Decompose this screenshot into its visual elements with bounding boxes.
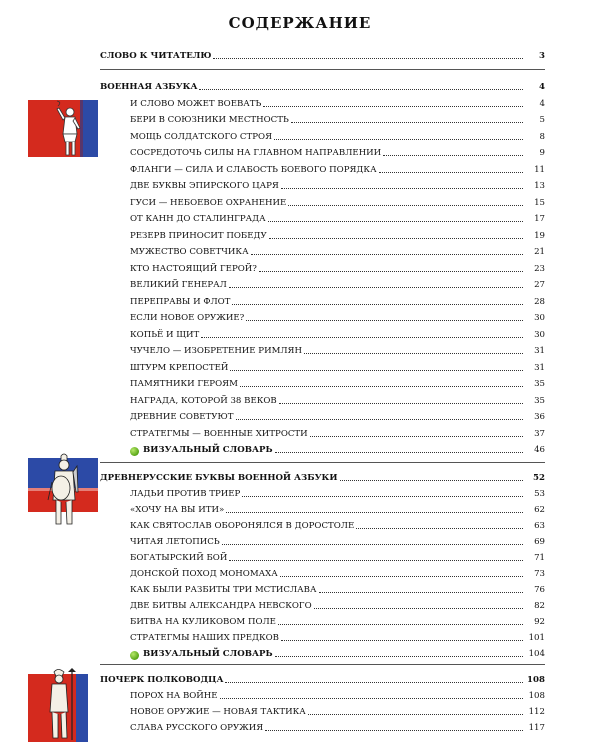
toc-entry-label: МУЖЕСТВО СОВЕТЧИКА bbox=[130, 247, 249, 257]
toc-leader-dots bbox=[265, 730, 523, 731]
toc-entry[interactable] bbox=[130, 308, 545, 324]
toc-entry-page: 31 bbox=[534, 346, 545, 356]
toc-leader-dots bbox=[340, 480, 524, 481]
toc-entry-page: 4 bbox=[539, 82, 545, 92]
toc-leader-dots bbox=[356, 528, 523, 529]
toc-leader-dots bbox=[201, 337, 523, 338]
toc-entry-page: 5 bbox=[539, 115, 545, 125]
toc-leader-dots bbox=[275, 452, 523, 453]
toc-entry-label: БИТВА НА КУЛИКОВОМ ПОЛЕ bbox=[130, 617, 276, 627]
toc-entry-visual-dictionary[interactable] bbox=[130, 440, 545, 456]
toc-entry-page: 92 bbox=[534, 617, 545, 627]
section-illustration-musketeer bbox=[28, 668, 88, 742]
toc-entry-visual-dictionary[interactable] bbox=[130, 644, 545, 660]
toc-entry-label: КТО НАСТОЯЩИЙ ГЕРОЙ? bbox=[130, 264, 257, 274]
toc-leader-dots bbox=[274, 139, 523, 140]
section-divider bbox=[100, 69, 545, 70]
toc-entry[interactable] bbox=[130, 391, 545, 407]
toc-entry-label: ДОНСКОЙ ПОХОД МОНОМАХА bbox=[130, 569, 278, 579]
toc-entry-page: 27 bbox=[534, 280, 545, 290]
toc-entry[interactable] bbox=[130, 500, 545, 516]
toc-entry-page: 46 bbox=[534, 445, 545, 455]
toc-entry-page: 112 bbox=[528, 707, 545, 717]
toc-entry[interactable] bbox=[130, 242, 545, 258]
toc-entry-page: 28 bbox=[534, 297, 545, 307]
toc-leader-dots bbox=[304, 353, 523, 354]
toc-entry-page: 108 bbox=[527, 675, 545, 685]
toc-entry[interactable] bbox=[130, 209, 545, 225]
toc-entry-label: СТРАТЕГМЫ — ВОЕННЫЕ ХИТРОСТИ bbox=[130, 429, 308, 439]
toc-leader-dots bbox=[251, 254, 523, 255]
toc-entry-label: ШТУРМ КРЕПОСТЕЙ bbox=[130, 363, 229, 373]
toc-leader-dots bbox=[383, 155, 523, 156]
toc-leader-dots bbox=[263, 106, 523, 107]
toc-entry-page: 76 bbox=[534, 585, 545, 595]
toc-entry-label: БЕРИ В СОЮЗНИКИ МЕСТНОСТЬ bbox=[130, 115, 289, 125]
toc-leader-dots bbox=[275, 656, 523, 657]
toc-entry[interactable] bbox=[130, 275, 545, 291]
toc-entry-label: ДВЕ БИТВЫ АЛЕКСАНДРА НЕВСКОГО bbox=[130, 601, 312, 611]
toc-entry[interactable] bbox=[130, 127, 545, 143]
toc-entry[interactable] bbox=[130, 548, 545, 564]
toc-entry[interactable] bbox=[130, 484, 545, 500]
toc-entry-page: 21 bbox=[534, 247, 545, 257]
toc-entry[interactable] bbox=[130, 702, 545, 718]
toc-section-heading[interactable] bbox=[100, 670, 545, 686]
toc-entry[interactable] bbox=[130, 686, 545, 702]
toc-leader-dots bbox=[222, 544, 523, 545]
toc-entry-page: 31 bbox=[534, 363, 545, 373]
section-illustration-russian-warrior bbox=[28, 452, 98, 532]
toc-leader-dots bbox=[220, 698, 523, 699]
toc-entry-page: 35 bbox=[534, 396, 545, 406]
toc-entry-page: 104 bbox=[528, 649, 545, 659]
toc-entry-page: 4 bbox=[539, 99, 545, 109]
toc-entry-label: ПАМЯТНИКИ ГЕРОЯМ bbox=[130, 379, 238, 389]
toc-leader-dots bbox=[288, 205, 523, 206]
toc-entry-label: НОВОЕ ОРУЖИЕ — НОВАЯ ТАКТИКА bbox=[130, 707, 306, 717]
toc-entry-label: ВЕЛИКИЙ ГЕНЕРАЛ bbox=[130, 280, 227, 290]
toc-entry[interactable] bbox=[130, 580, 545, 596]
toc-leader-dots bbox=[269, 238, 523, 239]
toc-leader-dots bbox=[229, 287, 523, 288]
toc-entry-page: 71 bbox=[534, 553, 545, 563]
toc-entry-page: 9 bbox=[539, 148, 545, 158]
toc-entry[interactable] bbox=[130, 424, 545, 440]
toc-entry-label: КОПЬЁ И ЩИТ bbox=[130, 330, 200, 340]
toc-entry-label: ПЕРЕПРАВЫ И ФЛОТ bbox=[130, 297, 231, 307]
toc-leader-dots bbox=[242, 496, 523, 497]
toc-leader-dots bbox=[308, 714, 523, 715]
toc-entry-label: ДРЕВНЕРУССКИЕ БУКВЫ ВОЕННОЙ АЗБУКИ bbox=[100, 473, 338, 483]
toc-entry-page: 11 bbox=[534, 165, 545, 175]
toc-entry-label: РЕЗЕРВ ПРИНОСИТ ПОБЕДУ bbox=[130, 231, 267, 241]
toc-entry-label: ЧИТАЯ ЛЕТОПИСЬ bbox=[130, 537, 220, 547]
toc-entry[interactable] bbox=[130, 358, 545, 374]
toc-entry-page: 23 bbox=[534, 264, 545, 274]
toc-entry[interactable] bbox=[130, 193, 545, 209]
toc-leader-dots bbox=[213, 58, 523, 59]
toc-leader-dots bbox=[279, 403, 523, 404]
toc-entry[interactable] bbox=[130, 259, 545, 275]
toc-entry-label: ЕСЛИ НОВОЕ ОРУЖИЕ? bbox=[130, 313, 245, 323]
toc-entry-page: 82 bbox=[534, 601, 545, 611]
toc-entry-page: 53 bbox=[534, 489, 545, 499]
toc-entry[interactable] bbox=[130, 612, 545, 628]
toc-entry-label: СТРАТЕГМЫ НАШИХ ПРЕДКОВ bbox=[130, 633, 279, 643]
toc-entry-page: 15 bbox=[534, 198, 545, 208]
toc-entry-label: КАК БЫЛИ РАЗБИТЫ ТРИ МСТИСЛАВА bbox=[130, 585, 317, 595]
toc-entry-label: ВИЗУАЛЬНЫЙ СЛОВАРЬ bbox=[143, 649, 273, 659]
section-divider bbox=[100, 664, 545, 665]
toc-leader-dots bbox=[268, 221, 523, 222]
toc-entry[interactable] bbox=[130, 564, 545, 580]
toc-leader-dots bbox=[310, 436, 523, 437]
toc-entry-label: ГУСИ — НЕБОЕВОЕ ОХРАНЕНИЕ bbox=[130, 198, 287, 208]
toc-entry[interactable] bbox=[130, 292, 545, 308]
toc-leader-dots bbox=[291, 122, 523, 123]
toc-section-heading[interactable] bbox=[100, 468, 545, 484]
toc-entry-page: 35 bbox=[534, 379, 545, 389]
toc-entry[interactable] bbox=[130, 516, 545, 532]
toc-entry-label: «ХОЧУ НА ВЫ ИТИ» bbox=[130, 505, 225, 515]
page-title: СОДЕРЖАНИЕ bbox=[228, 14, 372, 32]
toc-entry-label: ЛАДЬИ ПРОТИВ ТРИЕР bbox=[130, 489, 241, 499]
toc-entry-page: 101 bbox=[528, 633, 545, 643]
toc-leader-dots bbox=[226, 512, 523, 513]
toc-entry-label: НАГРАДА, КОТОРОЙ 38 ВЕКОВ bbox=[130, 396, 277, 406]
section-divider bbox=[100, 462, 545, 463]
green-dot-icon bbox=[130, 651, 139, 660]
toc-entry-page: 19 bbox=[534, 231, 545, 241]
toc-entry[interactable] bbox=[130, 143, 545, 159]
toc-entry-label: КАК СВЯТОСЛАВ ОБОРОНЯЛСЯ В ДОРОСТОЛЕ bbox=[130, 521, 355, 531]
toc-entry-page: 108 bbox=[528, 691, 545, 701]
toc-entry[interactable] bbox=[130, 407, 545, 423]
green-dot-icon bbox=[130, 447, 139, 456]
toc-entry-label: СЛОВО К ЧИТАТЕЛЮ bbox=[100, 51, 212, 61]
toc-entry-page: 3 bbox=[539, 51, 545, 61]
toc-leader-dots bbox=[281, 188, 523, 189]
toc-entry-intro[interactable] bbox=[100, 46, 545, 62]
toc-entry-page: 30 bbox=[534, 330, 545, 340]
toc-entry-page: 52 bbox=[533, 473, 545, 483]
toc-leader-dots bbox=[229, 560, 523, 561]
toc-entry[interactable] bbox=[130, 628, 545, 644]
toc-leader-dots bbox=[236, 419, 524, 420]
toc-leader-dots bbox=[314, 608, 523, 609]
toc-entry[interactable] bbox=[130, 325, 545, 341]
toc-leader-dots bbox=[240, 386, 523, 387]
toc-entry-page: 69 bbox=[534, 537, 545, 547]
toc-leader-dots bbox=[259, 271, 523, 272]
toc-entry-label: ПОЧЕРК ПОЛКОВОДЦА bbox=[100, 675, 224, 685]
toc-entry-page: 13 bbox=[534, 181, 545, 191]
toc-entry-label: ВИЗУАЛЬНЫЙ СЛОВАРЬ bbox=[143, 445, 273, 455]
toc-entry[interactable] bbox=[130, 341, 545, 357]
toc-entry-page: 36 bbox=[534, 412, 545, 422]
toc-entry-page: 73 bbox=[534, 569, 545, 579]
toc-entry[interactable] bbox=[130, 532, 545, 548]
toc-entry[interactable] bbox=[130, 160, 545, 176]
toc-entry-page: 62 bbox=[534, 505, 545, 515]
toc-entry-label: ПОРОХ НА ВОЙНЕ bbox=[130, 691, 218, 701]
toc-entry-label: ВОЕННАЯ АЗБУКА bbox=[100, 82, 198, 92]
section-illustration-roman-soldier bbox=[28, 100, 98, 157]
toc-entry-label: ДРЕВНИЕ СОВЕТУЮТ bbox=[130, 412, 234, 422]
toc-entry-label: И СЛОВО МОЖЕТ ВОЕВАТЬ bbox=[130, 99, 262, 109]
toc-entry[interactable] bbox=[130, 176, 545, 192]
toc-leader-dots bbox=[281, 640, 523, 641]
toc-entry[interactable] bbox=[130, 374, 545, 390]
toc-entry-page: 37 bbox=[534, 429, 545, 439]
toc-entry-label: СЛАВА РУССКОГО ОРУЖИЯ bbox=[130, 723, 264, 733]
toc-entry[interactable] bbox=[130, 94, 545, 110]
toc-entry-label: ДВЕ БУКВЫ ЭПИРСКОГО ЦАРЯ bbox=[130, 181, 279, 191]
toc-leader-dots bbox=[379, 172, 523, 173]
toc-entry-label: МОЩЬ СОЛДАТСКОГО СТРОЯ bbox=[130, 132, 273, 142]
toc-entry-page: 117 bbox=[528, 723, 545, 733]
toc-leader-dots bbox=[199, 89, 523, 90]
toc-leader-dots bbox=[225, 682, 523, 683]
toc-leader-dots bbox=[230, 370, 523, 371]
toc-entry-label: ФЛАНГИ — СИЛА И СЛАБОСТЬ БОЕВОГО ПОРЯДКА bbox=[130, 165, 377, 175]
toc-entry-page: 8 bbox=[539, 132, 545, 142]
toc-entry-label: СОСРЕДОТОЧЬ СИЛЫ НА ГЛАВНОМ НАПРАВЛЕНИИ bbox=[130, 148, 382, 158]
toc-leader-dots bbox=[232, 304, 523, 305]
toc-entry-page: 30 bbox=[534, 313, 545, 323]
toc-leader-dots bbox=[246, 320, 523, 321]
toc-entry[interactable] bbox=[130, 226, 545, 242]
toc-leader-dots bbox=[278, 624, 523, 625]
toc-entry[interactable] bbox=[130, 110, 545, 126]
toc-leader-dots bbox=[280, 576, 523, 577]
toc-entry[interactable] bbox=[130, 718, 545, 734]
toc-entry-label: ЧУЧЕЛО — ИЗОБРЕТЕНИЕ РИМЛЯН bbox=[130, 346, 302, 356]
toc-entry-label: ОТ КАНН ДО СТАЛИНГРАДА bbox=[130, 214, 266, 224]
toc-entry[interactable] bbox=[130, 596, 545, 612]
toc-leader-dots bbox=[319, 592, 523, 593]
toc-entry-label: БОГАТЫРСКИЙ БОЙ bbox=[130, 553, 228, 563]
toc-entry-page: 17 bbox=[534, 214, 545, 224]
toc-section-heading[interactable] bbox=[100, 77, 545, 93]
toc-entry-page: 63 bbox=[534, 521, 545, 531]
